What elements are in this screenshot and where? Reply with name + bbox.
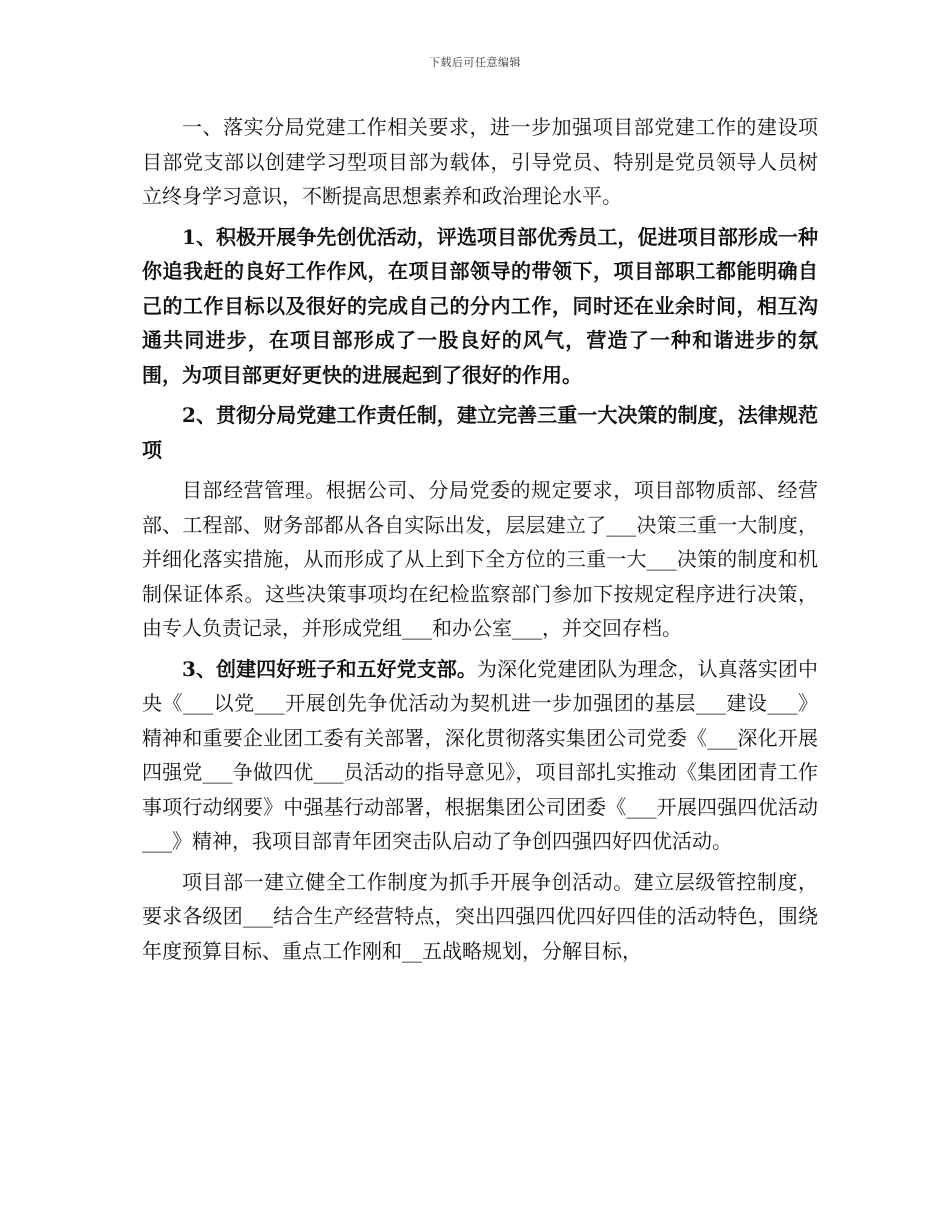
- paragraph-6: 项目部一建立健全工作制度为抓手开展争创活动。建立层级管控制度，要求各级团___结合生产经营特点，突出四强四优四好四佳的活动特色，围绕年度预算目标、重点工作刚和__五战略规划，分解目标，: [142, 869, 818, 963]
- paragraph-5-lead: 3、创建四好班子和五好党支部。: [182, 656, 477, 681]
- paragraph-2: 1、积极开展争先创优活动，评选项目部优秀员工，促进项目部形成一种你追我赶的良好工作作风，在项目部领导的带领下，项目部职工都能明确自己的工作目标以及很好的完成自己的分内工作，同时还在业余时间，相互沟通共同进步，在项目部形成了一股良好的风气，营造了一种和谐进步的氛围，为项目部更好更快的进展起到了很好的作用。: [142, 224, 818, 387]
- paragraph-5: [142, 652, 818, 859]
- paragraph-4: 目部经营管理。根据公司、分局党委的规定要求，项目部物质部、经营部、工程部、财务部都从各自实际出发，层层建立了___决策三重一大制度，并细化落实措施，从而形成了从上到下全方位的三重一大___决策的制度和机制保证体系。这些决策事项均在纪检监察部门参加下按规定程序进行决策，由专人负责记录，并形成党组___和办公室___，并交回存档。: [142, 478, 818, 640]
- page-header: 下载后可任意编辑: [429, 56, 521, 69]
- paragraph-5-text: 为深化党建团队为理念，认真落实团中央《___以党___开展创先争优活动为契机进一步加强团的基层___建设___》精神和重要企业团工委有关部署，深化贯彻落实集团公司党委《___深化开展四强党___争做四优___员活动的指导意见》，项目部扎实推动《集团团青工作事项行动纲要》中强基行动部署，根据集团公司团委《___开展四强四优活动___》精神，我项目部青年团突击队启动了争创四强四好四优活动。: [142, 656, 818, 853]
- paragraph-1: 一、落实分局党建工作相关要求，进一步加强项目部党建工作的建设项目部党支部以创建学习型项目部为载体，引导党员、特别是党员领导人员树立终身学习意识，不断提高思想素养和政治理论水平。: [142, 115, 818, 208]
- paragraph-3: 2、贯彻分局党建工作责任制，建立完善三重一大决策的制度，法律规范项: [142, 403, 818, 462]
- document-body: [142, 110, 818, 968]
